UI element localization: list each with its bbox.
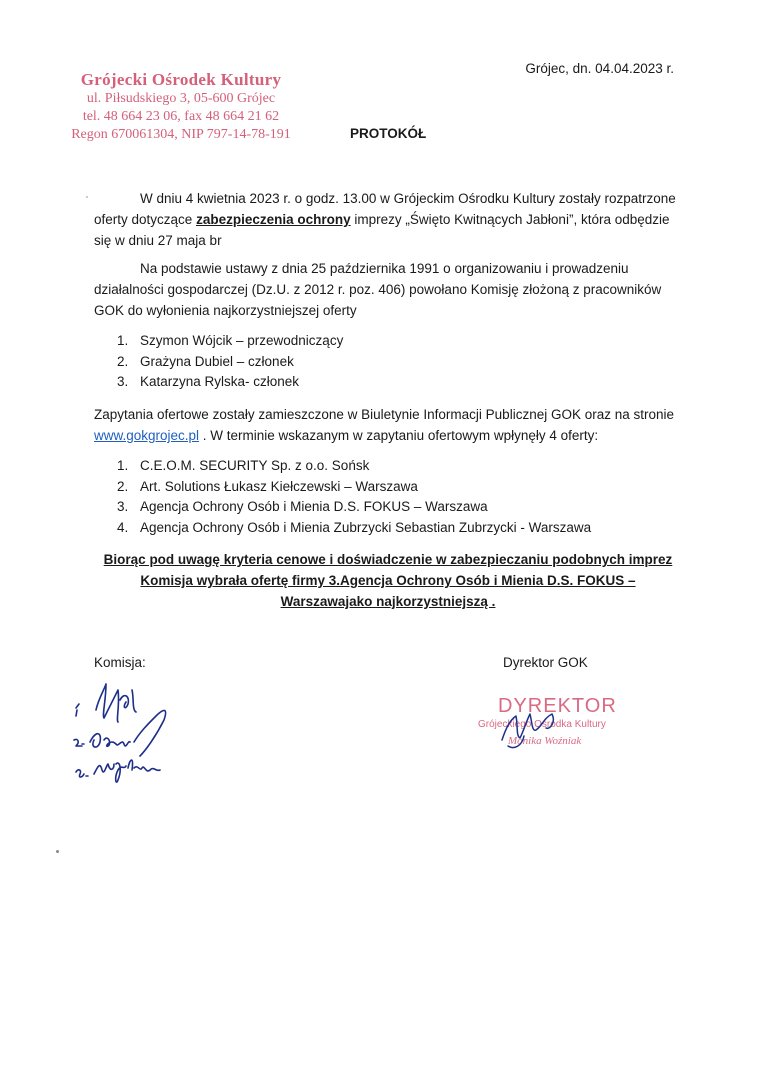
document-title: PROTOKÓŁ bbox=[350, 126, 427, 141]
place-date: Grójec, dn. 04.04.2023 r. bbox=[525, 61, 674, 76]
inquiry-text-end: . W terminie wskazanym w zapytaniu ofertowym wpłynęły 4 oferty: bbox=[199, 428, 599, 443]
list-item bbox=[117, 497, 591, 518]
commission-label: Komisja: bbox=[94, 655, 146, 670]
offer-name: Art. Solutions Łukasz Kiełczewski – Warszawa bbox=[140, 478, 418, 494]
list-item bbox=[117, 372, 343, 393]
website-link[interactable]: www.gokgrojec.pl bbox=[94, 428, 200, 443]
scan-speck bbox=[86, 196, 88, 198]
offers-list bbox=[117, 456, 591, 538]
director-stamp-title: DYREKTOR bbox=[498, 695, 617, 717]
list-number: 2. bbox=[117, 353, 129, 369]
stamp-title: Grójecki Ośrodek Kultury bbox=[80, 70, 282, 89]
list-number: 3. bbox=[117, 374, 129, 389]
director-signature bbox=[496, 700, 576, 760]
list-item bbox=[117, 456, 591, 477]
intro-bold-subject: zabezpieczenia ochrony bbox=[196, 212, 351, 227]
list-number: 1. bbox=[117, 333, 129, 348]
offer-name: C.E.O.M. SECURITY Sp. z o.o. Sońsk bbox=[140, 458, 370, 473]
paragraph-intro bbox=[94, 188, 680, 251]
committee-signatures bbox=[68, 680, 208, 795]
intro-text-end: imprezy „Święto Kwitnących Jabłoni”, która odbędzie się w dniu 27 maja br bbox=[94, 212, 670, 248]
intro-text: W dniu 4 kwietnia 2023 r. o godz. 13.00 w Grójeckim Ośrodku Kultury zostały rozpatrzone oferty dotyczące bbox=[94, 191, 676, 227]
institution-stamp bbox=[66, 70, 296, 144]
list-number: 4. bbox=[117, 519, 129, 535]
offer-name: Agencja Ochrony Osób i Mienia Zubrzycki Sebastian Zubrzycki - Warszawa bbox=[140, 519, 592, 535]
list-item bbox=[117, 352, 343, 373]
list-item bbox=[117, 518, 591, 539]
list-number: 3. bbox=[117, 499, 129, 514]
director-stamp-line: Grójeckiego Ośrodka Kultury bbox=[478, 719, 606, 730]
offer-name: Agencja Ochrony Osób i Mienia D.S. FOKUS – Warszawa bbox=[140, 499, 488, 514]
list-item bbox=[117, 477, 591, 498]
paragraph-inquiry bbox=[94, 404, 680, 446]
director-label: Dyrektor GOK bbox=[503, 655, 588, 670]
stamp-address: ul. Piłsudskiego 3, 05-600 Grójec bbox=[86, 91, 276, 106]
inquiry-text: Zapytania ofertowe zostały zamieszczone w Biuletynie Informacji Publicznej GOK oraz na stronie bbox=[94, 407, 675, 422]
director-stamp-name: Monika Woźniak bbox=[508, 735, 582, 747]
scan-speck bbox=[56, 850, 59, 853]
committee-list bbox=[117, 331, 343, 393]
list-number: 2. bbox=[117, 478, 129, 494]
stamp-regon: Regon 670061304, NIP 797-14-78-191 bbox=[71, 127, 291, 142]
legal-basis-text: Na podstawie ustawy z dnia 25 października 1991 o organizowaniu i prowadzeniu działalności gospodarczej (Dz.U. z 2012 r. poz. 406) powołano Komisję złożoną z pracowników GOK do wyłonienia najkorzystniejszej oferty bbox=[94, 261, 662, 318]
committee-member: Grażyna Dubiel – członek bbox=[140, 353, 294, 369]
list-item bbox=[117, 331, 343, 352]
paragraph-legal-basis bbox=[94, 258, 680, 321]
stamp-phone: tel. 48 664 23 06, fax 48 664 21 62 bbox=[82, 109, 280, 124]
list-number: 1. bbox=[117, 458, 129, 473]
conclusion-text: Biorąc pod uwagę kryteria cenowe i doświadczenie w zabezpieczaniu podobnych imprez Komisja wybrała ofertę firmy 3.Agencja Ochrony Osób i Mienia D.S. FOKUS – Warszawajako najkorzystniejszą . bbox=[103, 552, 673, 609]
committee-member: Szymon Wójcik – przewodniczący bbox=[140, 333, 344, 348]
committee-member: Katarzyna Rylska- członek bbox=[140, 374, 300, 389]
